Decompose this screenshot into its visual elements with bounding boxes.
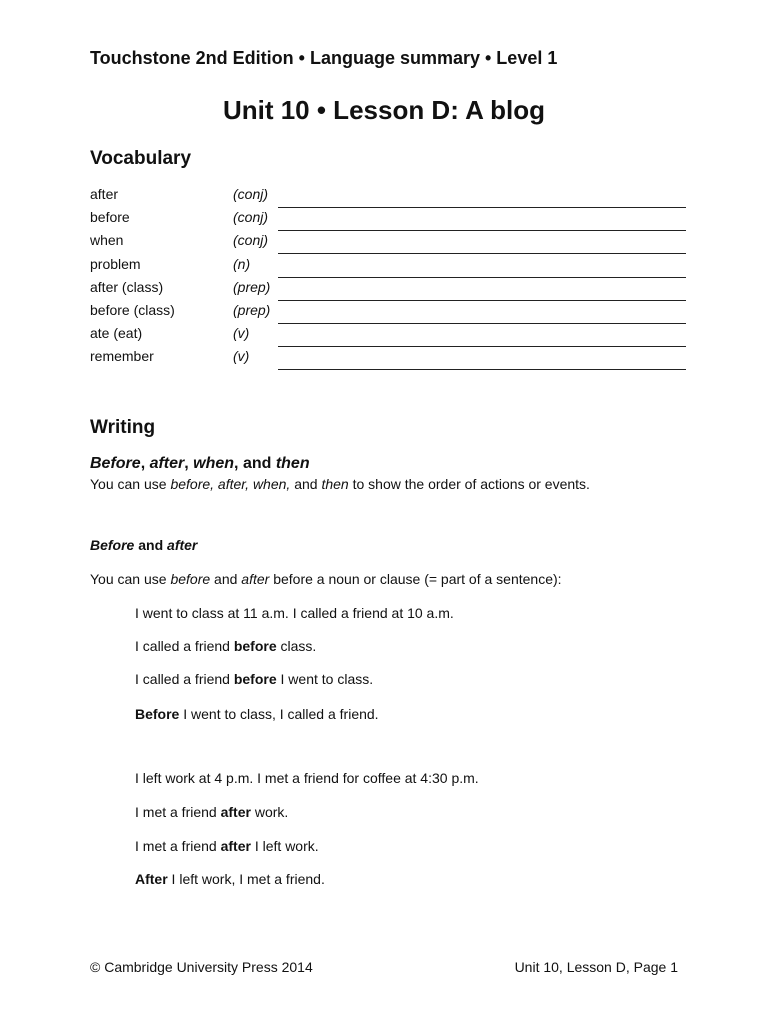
vocab-row bbox=[90, 300, 690, 323]
subheading-term: Before bbox=[90, 455, 141, 472]
example-text: I called a friend bbox=[135, 671, 234, 687]
example-text: I met a friend bbox=[135, 804, 221, 820]
page-number-footer: Unit 10, Lesson D, Page 1 bbox=[514, 959, 678, 975]
example-sentence bbox=[135, 706, 379, 722]
vocab-row bbox=[90, 277, 690, 300]
example-text: I called a friend bbox=[135, 638, 234, 654]
writing-intro bbox=[90, 476, 590, 492]
note-term: after bbox=[241, 571, 270, 587]
example-keyword: before bbox=[233, 638, 277, 654]
writing-subheading bbox=[90, 455, 310, 473]
example-keyword: after bbox=[220, 804, 251, 820]
note-term: before bbox=[170, 571, 211, 587]
example-text: I left work, I met a friend. bbox=[167, 871, 325, 887]
heading-term: Before bbox=[90, 537, 135, 553]
example-keyword: before bbox=[233, 671, 277, 687]
page-title: Unit 10 • Lesson D: A blog bbox=[222, 95, 546, 125]
vocab-part-of-speech: (conj) bbox=[233, 186, 269, 202]
subheading-term: then bbox=[275, 455, 310, 472]
example-sentence bbox=[135, 838, 319, 854]
example-sentence: I went to class at 11 a.m. I called a friend at 10 a.m. bbox=[135, 605, 454, 621]
intro-text: and bbox=[290, 476, 322, 492]
subheading-term: after bbox=[149, 455, 185, 472]
example-text: class. bbox=[276, 638, 317, 654]
example-keyword: Before bbox=[135, 706, 180, 722]
intro-term: before, after, when, bbox=[170, 476, 291, 492]
example-sentence bbox=[135, 638, 316, 654]
example-sentence bbox=[135, 804, 288, 820]
vocab-word: remember bbox=[90, 348, 154, 365]
vocab-word: before bbox=[90, 209, 130, 226]
vocab-part-of-speech: (prep) bbox=[233, 301, 271, 318]
vocab-part-of-speech: (v) bbox=[233, 348, 250, 365]
vocab-write-line bbox=[278, 369, 686, 370]
example-text: work. bbox=[250, 804, 289, 820]
vocab-row bbox=[90, 207, 690, 230]
subheading-separator: , bbox=[184, 455, 194, 472]
before-after-heading bbox=[90, 537, 197, 553]
example-keyword: After bbox=[135, 871, 168, 887]
subheading-term: when bbox=[193, 455, 235, 472]
vocab-row bbox=[90, 323, 690, 346]
vocab-word: ate (eat) bbox=[90, 325, 143, 342]
example-text: I left work. bbox=[250, 838, 319, 854]
vocab-word: when bbox=[90, 232, 124, 249]
heading-term: after bbox=[167, 537, 198, 553]
vocab-word: problem bbox=[90, 255, 141, 272]
example-sentence bbox=[135, 871, 325, 887]
vocab-part-of-speech: (prep) bbox=[233, 278, 271, 295]
example-sentence bbox=[135, 671, 373, 687]
writing-heading: Writing bbox=[90, 417, 156, 438]
subheading-separator: , and bbox=[234, 455, 276, 472]
series-header: Touchstone 2nd Edition • Language summary • Level 1 bbox=[90, 48, 558, 68]
example-text: I went to class, I called a friend. bbox=[179, 706, 379, 722]
vocab-row bbox=[90, 254, 690, 277]
example-keyword: after bbox=[220, 838, 251, 854]
vocab-word: after (class) bbox=[90, 278, 164, 295]
vocab-part-of-speech: (conj) bbox=[233, 232, 269, 249]
note-text: and bbox=[210, 571, 242, 587]
vocabulary-heading: Vocabulary bbox=[90, 148, 192, 169]
copyright-footer: © Cambridge University Press 2014 bbox=[90, 959, 313, 975]
vocab-row bbox=[90, 230, 690, 253]
intro-text: You can use bbox=[90, 476, 171, 492]
note-text: before a noun or clause (= part of a sentence): bbox=[269, 571, 562, 587]
example-text: I met a friend bbox=[135, 838, 221, 854]
heading-text: and bbox=[134, 537, 168, 553]
vocab-word: after bbox=[90, 186, 119, 202]
intro-text: to show the order of actions or events. bbox=[348, 476, 590, 492]
vocab-row bbox=[90, 184, 690, 207]
note-text: You can use bbox=[90, 571, 171, 587]
vocab-word: before (class) bbox=[90, 301, 175, 318]
intro-term: then bbox=[321, 476, 349, 492]
subheading-separator: , bbox=[140, 455, 150, 472]
vocab-part-of-speech: (conj) bbox=[233, 209, 269, 226]
vocabulary-list bbox=[90, 184, 690, 370]
example-sentence: I left work at 4 p.m. I met a friend for coffee at 4:30 p.m. bbox=[135, 770, 479, 786]
vocab-part-of-speech: (v) bbox=[233, 325, 250, 342]
example-text: I went to class. bbox=[276, 671, 374, 687]
vocab-row bbox=[90, 346, 690, 369]
usage-note bbox=[90, 571, 562, 587]
vocab-part-of-speech: (n) bbox=[233, 255, 251, 272]
